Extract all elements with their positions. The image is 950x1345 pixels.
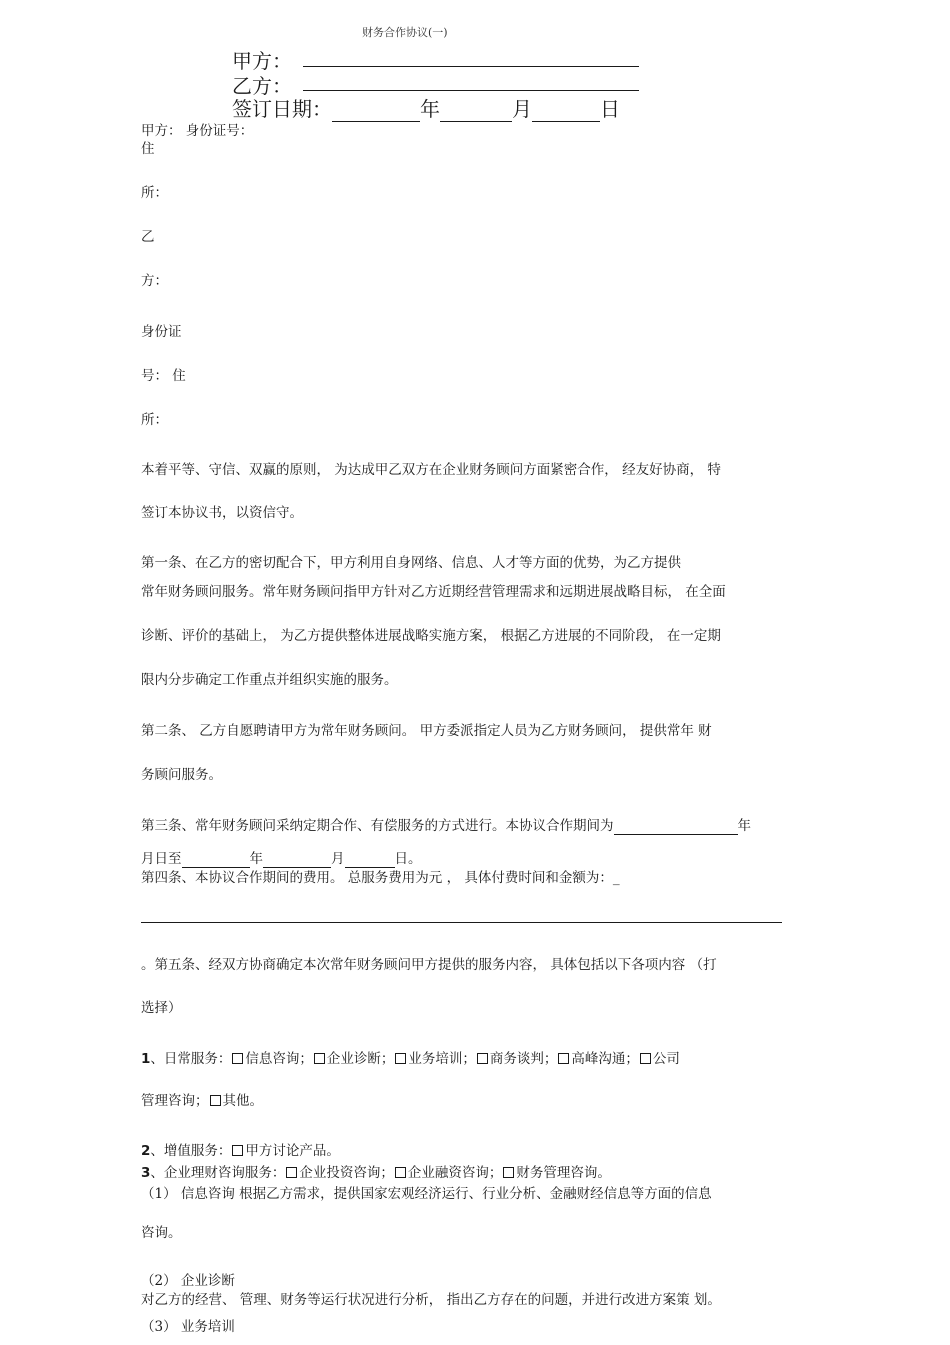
option-other: 其他。 [222,1093,263,1109]
intro-line-1: 本着平等、守信、双赢的原则， 为达成甲乙双方在企业财务顾问方面紧密合作， 经友好协商， 特 [141,462,721,478]
party-a-address-2: 所： [141,185,168,201]
item-2-number: 2 [141,1143,151,1159]
article-1-line-1: 第一条、在乙方的密切配合下，甲方利用自身网络、信息、人才等方面的优势，为乙方提供 [141,555,681,571]
article-1-line-4: 限内分步确定工作重点并组织实施的服务。 [141,672,398,688]
cover-party-a-line [303,66,639,67]
option-info-consulting: 信息咨询； [245,1051,313,1067]
item-2-label: 、增值服务： [150,1143,232,1159]
cover-party-b-line [303,90,639,91]
cover-year-blank [332,97,420,122]
party-a-id: 甲方： 身份证号： [141,123,254,139]
article-4-fill-line [141,922,782,923]
article-1-line-2: 常年财务顾问服务。常年财务顾问指甲方针对乙方近期经营管理需求和远期进展战略目标， 在全面 [141,584,726,600]
document-header: 财务合作协议(一) [362,26,448,39]
option-executive-communication: 高峰沟通； [571,1051,639,1067]
detail-3-title: （3） 业务培训 [141,1319,235,1335]
article-1-line-3: 诊断、评价的基础上， 为乙方提供整体进展战略实施方案， 根据乙方进展的不同阶段， 在一定期 [141,628,721,644]
article-3-year2: 年 [249,851,263,867]
cover-sign-date-label: 签订日期： [232,97,332,121]
option-research-products: 甲方讨论产品。 [245,1143,340,1159]
item-1-line-2 [141,1089,263,1109]
checkbox-info-consulting[interactable] [232,1053,243,1064]
article-3-year: 年 [737,818,751,834]
option-management-consulting: 管理咨询； [141,1093,209,1109]
checkbox-business-negotiation[interactable] [477,1053,488,1064]
party-b-address: 所： [141,412,168,428]
article-2-line-2: 务顾问服务。 [141,767,222,783]
item-3-number: 3 [141,1165,151,1181]
article-3-line-2 [141,847,422,868]
checkbox-enterprise-diagnosis[interactable] [314,1053,325,1064]
item-2-line [141,1139,340,1159]
checkbox-investment-consulting[interactable] [286,1167,297,1178]
cover-day: 日 [600,97,620,121]
party-b-id-2: 号： 住 [141,368,186,384]
article-3-month2: 月 [331,851,345,867]
checkbox-other[interactable] [210,1095,221,1106]
article-2-line-1: 第二条、 乙方自愿聘请甲方为常年财务顾问。 甲方委派指定人员为乙方财务顾问， 提供常年 财 [141,723,712,739]
checkbox-financing-consulting[interactable] [395,1167,406,1178]
article-3-month-day-to: 月日至 [141,851,182,867]
article-3-line-1 [141,814,751,835]
item-3-line [141,1161,611,1181]
option-company-management: 公司 [652,1051,680,1067]
checkbox-research-products[interactable] [232,1145,243,1156]
party-a-address-1: 住 [141,141,155,157]
item-3-label: 、企业理财咨询服务： [150,1165,286,1181]
article-3-period-blank [614,818,738,835]
option-financing-consulting: 企业融资咨询； [407,1165,503,1181]
article-3-day-end: 日。 [394,851,422,867]
detail-2-title: （2） 企业诊断 [141,1273,235,1289]
cover-year: 年 [420,97,440,121]
option-enterprise-diagnosis: 企业诊断； [326,1051,395,1067]
article-4-line-1: 第四条、本协议合作期间的费用。 总服务费用为元 ， 具体付费时间和金额为：_ [141,870,620,886]
cover-month: 月 [512,97,532,121]
cover-party-a-label: 甲方： [232,49,292,73]
cover-party-b-label: 乙方： [232,74,292,98]
checkbox-financial-management[interactable] [503,1167,514,1178]
option-business-negotiation: 商务谈判； [489,1051,558,1067]
checkbox-executive-communication[interactable] [558,1053,569,1064]
item-1-label: 、日常服务： [150,1051,232,1067]
detail-1-line-2: 咨询。 [141,1225,182,1241]
article-5-line-2: 选择） [141,1000,182,1016]
intro-line-2: 签订本协议书，以资信守。 [141,505,303,521]
detail-2-line-1: 对乙方的经营、 管理、财务等运行状况进行分析， 指出乙方存在的问题，并进行改进方案策 划。 [141,1292,721,1308]
option-financial-management: 财务管理咨询。 [516,1165,611,1181]
item-1-line-1 [141,1047,680,1067]
party-b-id-1: 身份证 [141,324,182,340]
option-business-training: 业务培训； [408,1051,476,1067]
article-3-text: 第三条、常年财务顾问采纳定期合作、有偿服务的方式进行。本协议合作期间为 [141,818,614,834]
option-investment-consulting: 企业投资咨询； [299,1165,394,1181]
cover-month-blank [440,97,512,122]
party-b-label-2: 方： [141,273,168,289]
cover-day-blank [532,97,600,122]
party-b-label-1: 乙 [141,229,155,245]
cover-sign-date [232,93,620,122]
checkbox-business-training[interactable] [395,1053,406,1064]
checkbox-company-management[interactable] [640,1053,651,1064]
article-5-line-1: 。第五条、经双方协商确定本次常年财务顾问甲方提供的服务内容， 具体包括以下各项内容 （打 [141,957,717,973]
detail-1-line-1: （1） 信息咨询 根据乙方需求，提供国家宏观经济运行、行业分析、金融财经信息等方面的信息 [141,1186,712,1202]
item-1-number: 1 [141,1051,151,1067]
